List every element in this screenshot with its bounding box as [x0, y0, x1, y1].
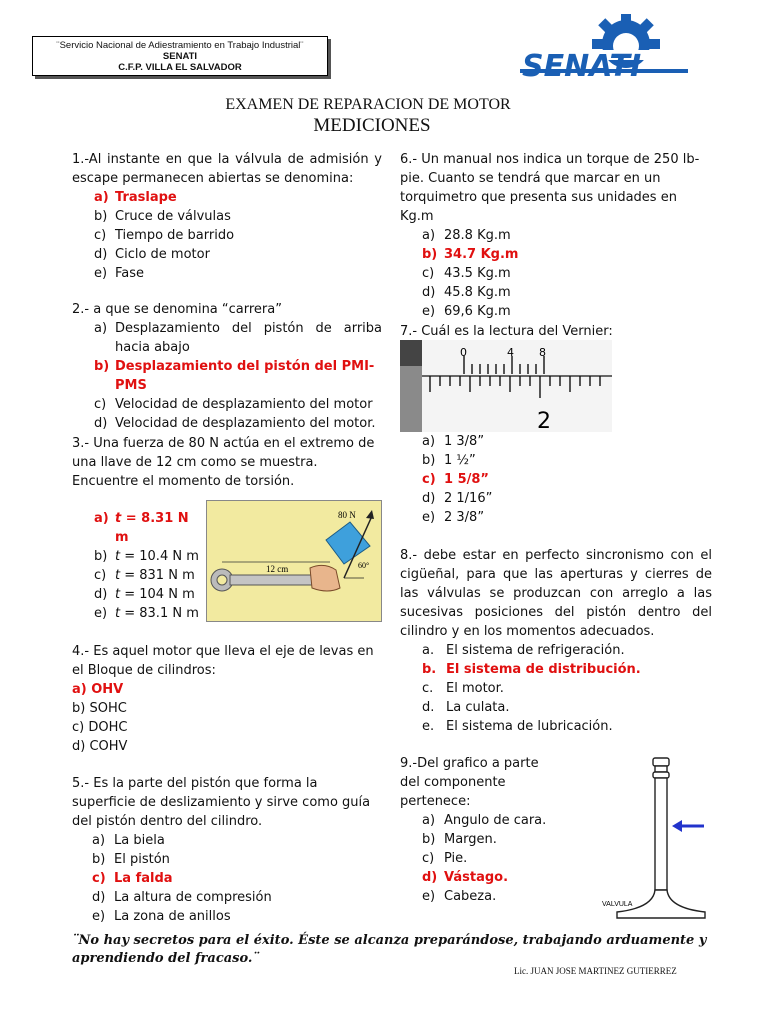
q3-option-b[interactable]: b) t = 10.4 N m	[94, 549, 199, 564]
question-4	[72, 642, 382, 756]
q3-option-d[interactable]: d) t = 104 N m	[94, 587, 195, 602]
q1-option-a[interactable]: a) Traslape	[94, 190, 177, 205]
q9-option-d[interactable]: d) Vástago.	[422, 870, 509, 885]
question-7-text: 7.- Cuál es la lectura del Vernier:	[400, 324, 613, 339]
q7-options	[422, 432, 622, 527]
q3-option-c[interactable]: c) t = 831 N m	[94, 568, 195, 583]
center-name: C.F.P. VILLA EL SALVADOR	[118, 62, 242, 73]
q4-option-d[interactable]: d) COHV	[72, 739, 128, 754]
svg-text:4: 4	[507, 346, 514, 359]
q9-option-b[interactable]: b) Margen.	[422, 832, 497, 847]
question-3-text: 3.- Una fuerza de 80 N actúa en el extremo de una llave de 12 cm como se muestra. Encuentre el momento de torsión.	[72, 436, 375, 489]
q7-option-c[interactable]: c) 1 5/8”	[422, 472, 489, 487]
q8-option-a[interactable]: a. El sistema de refrigeración.	[422, 643, 625, 658]
q2-option-d[interactable]: d) Velocidad de desplazamiento del motor.	[94, 416, 376, 431]
q4-option-a[interactable]: a) OHV	[72, 682, 124, 697]
q9-option-e[interactable]: e) Cabeza.	[422, 889, 497, 904]
svg-text:12 cm: 12 cm	[266, 564, 289, 574]
question-8	[400, 546, 712, 736]
q1-option-c[interactable]: c) Tiempo de barrido	[94, 228, 235, 243]
question-7	[400, 322, 712, 341]
q7-option-d[interactable]: d) 2 1/16”	[422, 491, 493, 506]
senati-logo	[518, 14, 690, 88]
svg-text:0: 0	[460, 346, 467, 359]
arrow-icon	[672, 820, 682, 832]
question-4-text: 4.- Es aquel motor que lleva el eje de levas en el Bloque de cilindros:	[72, 644, 374, 678]
question-3	[72, 434, 382, 491]
question-6-text: 6.- Un manual nos indica un torque de 250 lb-pie. Cuanto se tendrá que marcar en un torquimetro que presenta sus unidades en Kg.m	[400, 152, 700, 224]
svg-text:80 N: 80 N	[338, 510, 356, 520]
question-8-text: 8.- debe estar en perfecto sincronismo con el cigüeñal, para que las aperturas y cierres de las válvulas se produzcan con arreglo a las sucesivas posiciones del pistón dentro del cilindro y en los momentos adecuados.	[400, 548, 712, 639]
q7-option-e[interactable]: e) 2 3/8”	[422, 510, 485, 525]
motivational-quote: ¨No hay secretos para el éxito. Éste se alcanza preparándose, trabajando arduamente y aprendiendo del fracaso.¨	[72, 933, 707, 966]
q3-option-a[interactable]: a) t = 8.31 N m	[94, 511, 189, 545]
q8-option-c[interactable]: c. El motor.	[422, 681, 504, 696]
svg-text:60°: 60°	[358, 561, 370, 570]
question-6	[400, 150, 712, 321]
signature: Lic. JUAN JOSE MARTINEZ GUTIERREZ	[514, 966, 677, 976]
svg-text:VALVULA: VALVULA	[602, 901, 633, 908]
question-1-text: 1.-Al instante en que la válvula de admisión y escape permanecen abiertas se denomina:	[72, 152, 382, 186]
q2-option-c[interactable]: c) Velocidad de desplazamiento del motor	[94, 397, 373, 412]
valve-figure	[596, 756, 720, 926]
q2-option-b[interactable]: b) Desplazamiento del pistón del PMI- PMS	[94, 359, 375, 393]
q3-option-e[interactable]: e) t = 83.1 N m	[94, 606, 199, 621]
question-9	[400, 754, 560, 906]
q5-option-d[interactable]: d) La altura de compresión	[92, 890, 272, 905]
question-1	[72, 150, 382, 283]
q8-option-d[interactable]: d. La culata.	[422, 700, 510, 715]
q6-option-d[interactable]: d) 45.8 Kg.m	[422, 285, 511, 300]
q6-option-e[interactable]: e) 69,6 Kg.m	[422, 304, 511, 319]
q4-option-b[interactable]: b) SOHC	[72, 701, 127, 716]
q9-option-a[interactable]: a) Angulo de cara.	[422, 813, 547, 828]
vernier-figure	[400, 340, 612, 432]
q6-option-c[interactable]: c) 43.5 Kg.m	[422, 266, 511, 281]
q8-option-b[interactable]: b. El sistema de distribución.	[422, 662, 641, 677]
svg-text:8: 8	[539, 346, 546, 359]
q5-option-e[interactable]: e) La zona de anillos	[92, 909, 231, 924]
q4-option-c[interactable]: c) DOHC	[72, 720, 128, 735]
q8-option-e[interactable]: e. El sistema de lubricación.	[422, 719, 613, 734]
logo-wordmark: SENATI	[522, 49, 642, 84]
question-5-text: 5.- Es la parte del pistón que forma la superficie de deslizamiento y sirve como guía del pistón dentro del cilindro.	[72, 776, 371, 829]
institution-acronym: SENATI	[162, 51, 198, 62]
question-2-text: 2.- a que se denomina “carrera”	[72, 302, 282, 317]
exam-subtitle: MEDICIONES	[313, 115, 431, 136]
exam-title: EXAMEN DE REPARACION DE MOTOR	[225, 96, 511, 113]
question-2	[72, 300, 382, 433]
q6-option-a[interactable]: a) 28.8 Kg.m	[422, 228, 511, 243]
wrench-figure	[206, 500, 382, 622]
question-9-text: 9.-Del grafico a parte del componente pertenece:	[400, 756, 539, 809]
q5-option-a[interactable]: a) La biela	[92, 833, 165, 848]
q5-option-c[interactable]: c) La falda	[92, 871, 173, 886]
q6-option-b[interactable]: b) 34.7 Kg.m	[422, 247, 519, 262]
q1-option-e[interactable]: e) Fase	[94, 266, 145, 281]
q7-option-a[interactable]: a) 1 3/8”	[422, 434, 485, 449]
q1-option-b[interactable]: b) Cruce de válvulas	[94, 209, 231, 224]
institution-name: ¨Servicio Nacional de Adiestramiento en Trabajo Industrial¨	[56, 40, 304, 51]
svg-text:2: 2	[537, 409, 551, 432]
q1-option-d[interactable]: d) Ciclo de motor	[94, 247, 210, 262]
q5-option-b[interactable]: b) El pistón	[92, 852, 170, 867]
q7-option-b[interactable]: b) 1 ½”	[422, 453, 476, 468]
header-box	[32, 36, 328, 76]
question-5	[72, 774, 382, 926]
q3-options	[94, 509, 204, 623]
q2-option-a[interactable]: a) Desplazamiento del pistón de arriba hacia abajo	[94, 321, 382, 355]
q9-option-c[interactable]: c) Pie.	[422, 851, 468, 866]
